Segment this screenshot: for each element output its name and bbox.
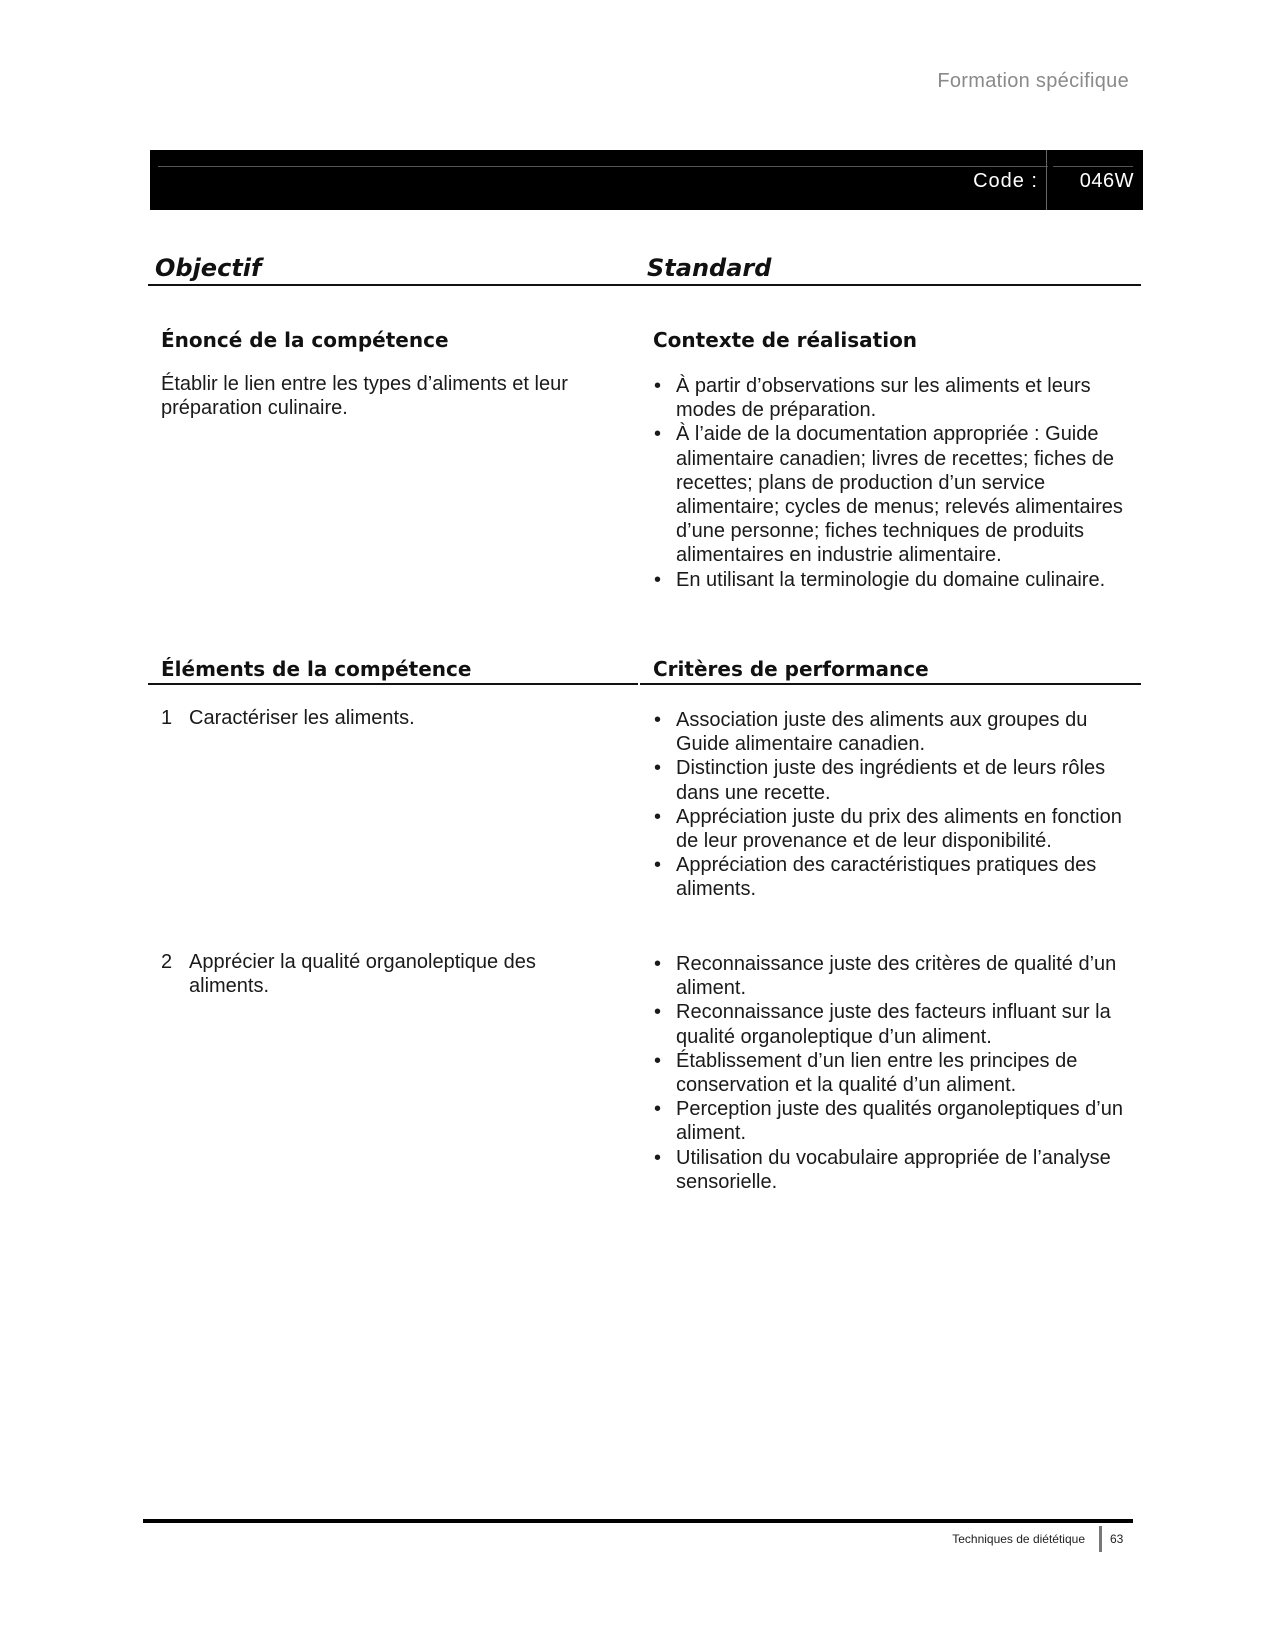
- element-text: Caractériser les aliments.: [189, 707, 415, 729]
- criteria-item: • Appréciation des caractéristiques pratiques des aliments.: [653, 853, 1138, 901]
- code-bar-separator: [1046, 150, 1047, 210]
- elements-rule: [148, 683, 638, 685]
- criteria-item: • Reconnaissance juste des facteurs influant sur la qualité organoleptique d’un aliment.: [653, 1000, 1138, 1048]
- criteria-item: • Appréciation juste du prix des aliments en fonction de leur provenance et de leur disponibilité.: [653, 805, 1138, 853]
- criteria-item: • Association juste des aliments aux groupes du Guide alimentaire canadien.: [653, 708, 1138, 756]
- running-head: Formation spécifique: [937, 70, 1129, 92]
- enonce-heading: Énoncé de la compétence: [161, 328, 449, 352]
- element-text: Apprécier la qualité organoleptique des aliments.: [189, 951, 536, 997]
- contexte-item: • À partir d’observations sur les aliments et leurs modes de préparation.: [653, 374, 1138, 422]
- criteria-item: • Reconnaissance juste des critères de qualité d’un aliment.: [653, 952, 1138, 1000]
- column-title-objectif: Objectif: [155, 254, 262, 282]
- contexte-list: [653, 374, 1138, 592]
- code-bar-rule: [158, 166, 1048, 167]
- criteres-heading: Critères de performance: [653, 657, 929, 681]
- criteria-item: • Établissement d’un lien entre les principes de conservation et la qualité d’un aliment.: [653, 1049, 1138, 1097]
- element-item: [161, 706, 601, 736]
- code-label: Code :: [973, 170, 1038, 192]
- contexte-heading: Contexte de réalisation: [653, 328, 918, 352]
- criteria-item: • Distinction juste des ingrédients et de leurs rôles dans une recette.: [653, 756, 1138, 804]
- column-title-rule: [148, 284, 1141, 286]
- contexte-item: • En utilisant la terminologie du domaine culinaire.: [653, 568, 1138, 592]
- criteria-item: • Perception juste des qualités organoleptiques d’un aliment.: [653, 1097, 1138, 1145]
- elements-heading: Éléments de la compétence: [161, 657, 472, 681]
- element-number: 1: [161, 707, 173, 729]
- criteria-item: • Utilisation du vocabulaire appropriée de l’analyse sensorielle.: [653, 1146, 1138, 1194]
- footer-rule: [143, 1519, 1133, 1523]
- footer-separator: [1099, 1526, 1102, 1552]
- page-number: 63: [1110, 1532, 1124, 1546]
- footer-title: Techniques de diététique: [952, 1532, 1085, 1546]
- code-bar-rule-right: [1053, 166, 1133, 167]
- criteres-rule: [640, 683, 1141, 685]
- code-bar: [150, 150, 1143, 210]
- code-value: 046W: [1079, 170, 1134, 192]
- element-item: [161, 950, 601, 1010]
- criteria-list-1: [653, 708, 1138, 902]
- enonce-text: Établir le lien entre les types d’aliments et leur préparation culinaire.: [161, 373, 568, 419]
- element-number: 2: [161, 951, 173, 973]
- criteria-list-2: [653, 952, 1138, 1194]
- contexte-item: • À l’aide de la documentation appropriée : Guide alimentaire canadien; livres de recettes; fiches de recettes; plans de production d’un service alimentaire; cycles de menus; relevés alimentaires d’une personne; fiches techniques de produits alimentaires en industrie alimentaire.: [653, 422, 1138, 567]
- column-title-standard: Standard: [647, 254, 772, 282]
